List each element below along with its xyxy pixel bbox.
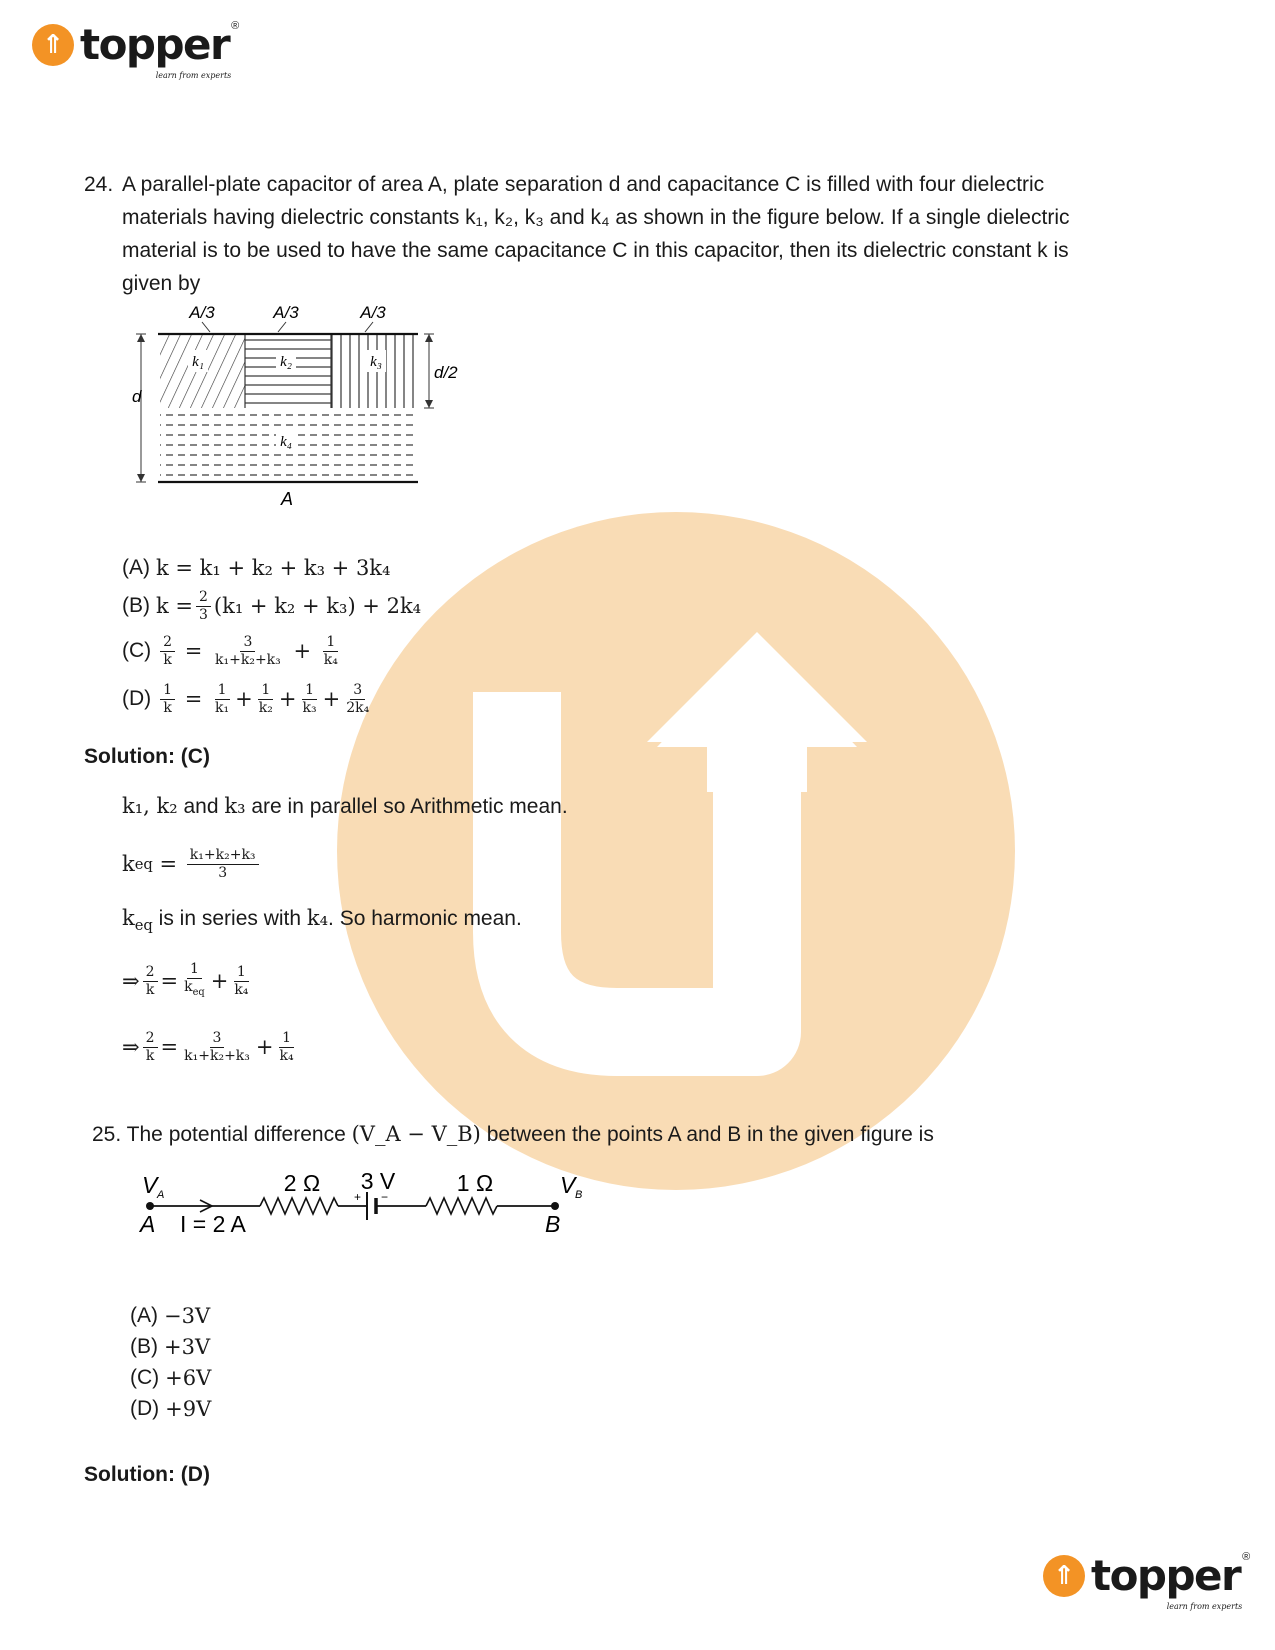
fig-top-label-2: A/3 bbox=[273, 303, 299, 322]
brand-name-footer: topper bbox=[1091, 1551, 1241, 1600]
circuit-point-b: B bbox=[545, 1211, 561, 1237]
circuit-vb-sub: B bbox=[575, 1189, 583, 1201]
q24-option-b: (B) k = $\frac{2}{3}$ (k₁ + k₂ + k₃) + 2k₄ bbox=[122, 588, 422, 623]
node-b bbox=[551, 1202, 559, 1210]
circuit-r2-label: 1 Ω bbox=[456, 1170, 494, 1196]
q24-step-1: ⇒ $\frac{2}{k}$ = $\frac{1}{k_{eq}}$ + $\frac{1}{\text{k₄}}$ bbox=[122, 961, 249, 998]
fig-a-label: A bbox=[280, 489, 294, 509]
circuit-emf-label: 3 V bbox=[360, 1168, 396, 1194]
q24-line-1: A parallel-plate capacitor of area A, plate separation d and capacitance C is filled with four dielectric bbox=[122, 173, 1045, 196]
q25-solution-label: Solution: (D) bbox=[84, 1463, 210, 1486]
brand-name: topper bbox=[80, 20, 230, 69]
q24-keq-equation: k eq = $\frac{\text{k₁+k₂+k₃}}{3}$ bbox=[122, 840, 262, 888]
q25-option-c: (C) +6V bbox=[130, 1365, 212, 1390]
circuit-vb: V bbox=[560, 1172, 576, 1198]
q24-option-a: (A) k = k₁ + k₂ + k₃ + 3k₄ bbox=[122, 556, 391, 580]
q24-solution-line-1: k₁, k₂ and k₃ are in parallel so Arithmetic mean. bbox=[122, 794, 568, 818]
q24-line-3: material is to be used to have the same capacitance C in this capacitor, then its dielectric constant k is bbox=[122, 239, 1069, 262]
brand-logo bbox=[32, 20, 240, 80]
q24-option-c: (C) $\frac{2}{k}$ = $\frac{3}{\text{k₁+k₂+k₃}}$ + $\frac{1}{\text{k₄}}$ bbox=[122, 633, 338, 668]
fig-d2-label: d/2 bbox=[434, 363, 458, 382]
circuit-figure bbox=[130, 1165, 600, 1260]
registered-mark-footer: ® bbox=[1242, 1551, 1251, 1563]
q25-option-d: (D) +9V bbox=[130, 1396, 212, 1421]
q25-number: 25. bbox=[92, 1123, 122, 1146]
circuit-point-a: A bbox=[140, 1211, 156, 1237]
fig-k2: k₂ bbox=[280, 354, 292, 370]
fig-top-label-3: A/3 bbox=[360, 303, 386, 322]
q24-option-d: (D) $\frac{1}{k}$ = $\frac{1}{\text{k₁}}$ + $\frac{1}{\text{k₂}}$ + $\frac{1}{\text{k₃}}$ + $\frac{3}{\text{2k₄}}$ bbox=[122, 681, 370, 716]
q24-solution-label: Solution: (C) bbox=[84, 745, 210, 768]
circuit-r1-label: 2 Ω bbox=[283, 1170, 321, 1196]
q25-option-b: (B) +3V bbox=[130, 1334, 211, 1359]
brand-tagline-footer: learn from experts bbox=[1166, 1602, 1243, 1611]
resistor-1ohm bbox=[426, 1198, 497, 1214]
q24-number: 24. bbox=[84, 173, 114, 196]
fig-k3: k₃ bbox=[370, 354, 382, 370]
brand-logo-footer bbox=[1043, 1551, 1251, 1611]
q24-line-2: materials having dielectric constants k₁, k₂, k₃ and k₄ as shown in the figure below. If a single dielectric bbox=[122, 206, 1070, 229]
fig-k4: k₄ bbox=[280, 434, 292, 450]
fig-k1: k₁ bbox=[192, 354, 204, 370]
circuit-va-sub: A bbox=[157, 1189, 165, 1201]
brand-tagline: learn from experts bbox=[155, 71, 232, 80]
battery-minus: − bbox=[381, 1190, 389, 1204]
q25-question: 25. The potential difference (V_A − V_B) between the points A and B in the given figure is bbox=[92, 1122, 934, 1146]
circuit-va: V bbox=[142, 1172, 158, 1198]
logo-up-icon: ⇑ bbox=[32, 24, 74, 66]
logo-up-icon: ⇑ bbox=[1043, 1555, 1085, 1597]
q24-line-4: given by bbox=[122, 272, 201, 295]
circuit-current: I = 2 A bbox=[180, 1211, 246, 1237]
resistor-2ohm bbox=[260, 1198, 338, 1214]
fig-d-label: d bbox=[132, 387, 142, 406]
q24-solution-line-3: $k_{eq}$ is in series with k₄. So harmonic mean. bbox=[122, 906, 522, 935]
q24-step-2: ⇒ $\frac{2}{k}$ = $\frac{3}{\text{k₁+k₂+k₃}}$ + $\frac{1}{\text{k₄}}$ bbox=[122, 1029, 294, 1064]
fig-top-label-1: A/3 bbox=[189, 303, 215, 322]
battery-plus: + bbox=[354, 1190, 362, 1204]
registered-mark: ® bbox=[231, 20, 240, 32]
q25-option-a: (A) −3V bbox=[130, 1303, 211, 1328]
capacitor-figure bbox=[130, 300, 490, 510]
